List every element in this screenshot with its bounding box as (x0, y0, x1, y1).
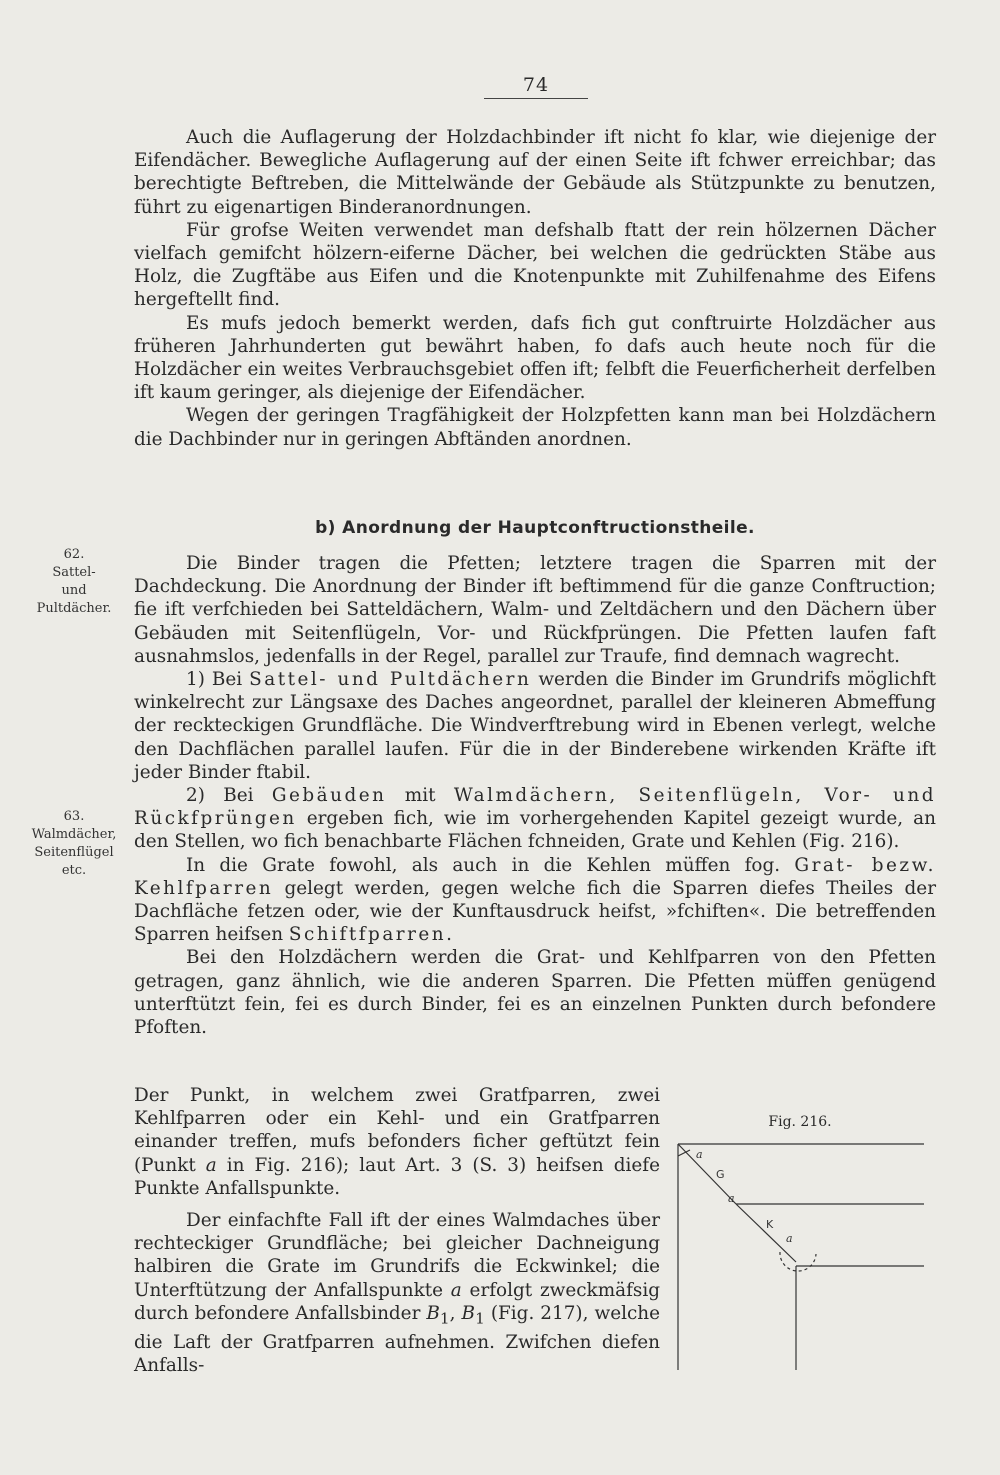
paragraph (134, 1209, 660, 1377)
paragraph (134, 1084, 660, 1200)
text-run: ergeben fich, wie im vorhergehenden Kapitel gezeigt wurde, an den Stellen, wo fich benachbarte Flächen fchneiden, Grate und Kehlen (Fig. 216). (134, 808, 936, 853)
text-run: , (449, 1302, 462, 1324)
text-run: in Fig. 216); laut Art. 3 (S. 3) heifsen diefe Punkte Anfallspunkte. (134, 1154, 660, 1199)
figure-216 (676, 1142, 926, 1372)
section-heading: b) Anordnung der Hauptconftructionstheile. (315, 518, 755, 538)
figure-caption: Fig. 216. (768, 1114, 832, 1130)
figure-label-k: K (766, 1218, 774, 1231)
margin-note-number: 63. (63, 809, 85, 824)
text-block-middle (134, 552, 936, 1039)
subscript: 1 (439, 1309, 450, 1328)
paragraph: Für grofse Weiten verwendet man defshalb ftatt der rein hölzernen Dächer vielfach gemifcht hölzern-eiferne Dächer, bei welchen die gedrückten Stäbe aus Holz, die Zugftäbe aus Eifen und die Knotenpunkte mit Zuhilfenahme des Eifens hergeftellt find. (134, 219, 936, 311)
text-run: werden die Binder im Grundrifs möglichft winkelrecht zur Längsaxe des Daches angeordnet, parallel der kleineren Abmeffung der reckteckigen Grundfläche. Die Windverftrebung wird in Ebenen verlegt, welche den Dachflächen parallel laufen. Für die in der Binderebene wirkenden Kräfte ift jeder Binder ftabil. (134, 669, 936, 783)
paragraph: Die Binder tragen die Pfetten; letztere tragen die Sparren mit der Dachdeckung. Die Anordnung der Binder ift beftimmend für die ganze Conftruction; fie ift verfchieden bei Satteldächern, Walm- und Zeltdächern und den Dächern über Gebäuden mit Seitenflügeln, Vor- und Rückfprüngen. Die Pfetten laufen faft ausnahmslos, jedenfalls in der Regel, parallel zur Traufe, find demnach wagrecht. (134, 553, 936, 667)
text-run: In die Grate fowohl, als auch in die Kehlen müffen fog. (186, 854, 795, 876)
figure-label-a: a (786, 1232, 793, 1245)
italic-letter: a (450, 1279, 462, 1301)
dashed-arc (780, 1252, 816, 1271)
text-run: Der Punkt, in welchem zwei Gratfparren, zwei Kehlfparren oder ein Kehl- und ein Gratfparren einander treffen, mufs befonders ficher geftützt fein (Punkt (134, 1085, 660, 1176)
margin-note-line: Pultdächer. (36, 601, 112, 616)
paragraph: Bei den Holzdächern werden die Grat- und Kehlfparren von den Pfetten getragen, ganz ähnlich, wie die anderen Sparren. Die Pfetten müffen genügend unterftützt fein, fei es durch Binder, fei es an einzelnen Punkten durch befondere Pfoften. (134, 947, 936, 1039)
subscript: 1 (475, 1309, 485, 1328)
text-run: erfolgt zweckmäfsig durch befondere Anfallsbinder (134, 1279, 661, 1324)
margin-note-number: 62. (63, 547, 85, 562)
spaced-term: Grat- bezw. Kehlfparren (134, 854, 936, 899)
margin-note-line: Walmdächer, (31, 827, 117, 842)
margin-note-63 (22, 808, 126, 880)
paragraph (134, 784, 936, 854)
spaced-term: Schiftfparren (288, 924, 447, 946)
spaced-term: Sattel- und Pultdächern (249, 669, 532, 691)
paragraph (134, 854, 936, 947)
paragraph: Wegen der geringen Tragfähigkeit der Holzpfetten kann man bei Holzdächern die Dachbinder nur in geringen Abftänden anordnen. (134, 405, 936, 450)
italic-letter: B (426, 1302, 440, 1324)
spaced-term: Gebäuden (271, 785, 387, 807)
italic-letter: a (205, 1154, 217, 1176)
text-run: 1) Bei (186, 669, 250, 691)
page-number: 74 (484, 74, 588, 99)
text-run: 2) Bei (186, 785, 272, 807)
margin-note-line: Sattel- (52, 565, 96, 580)
margin-note-line: und (61, 583, 87, 598)
text-run: . (446, 924, 452, 946)
margin-note-62 (22, 546, 126, 618)
text-run: Der einfachfte Fall ift der eines Walmdaches über rechteckiger Grundfläche; bei gleicher Dachneigung halbiren die Grate im Grundrifs die Eckwinkel; die Unterftützung der Anfallspunkte (134, 1210, 660, 1301)
text-run: (Fig. 217), welche die Laft der Gratfparren aufnehmen. Zwifchen diefen Anfalls- (134, 1302, 660, 1376)
italic-letter: B (461, 1302, 476, 1324)
paragraph (134, 668, 936, 784)
margin-note-line: Seitenflügel (34, 845, 114, 860)
text-block-bottom (134, 1084, 660, 1377)
paragraph: Auch die Auflagerung der Holzdachbinder ift nicht fo klar, wie diejenige der Eifendächer. Bewegliche Auflagerung auf der einen Seite ift fchwer erreichbar; das berechtigte Beftreben, die Mittelwände der Gebäude als Stützpunkte zu benutzen, führt zu eigenartigen Binderanordnungen. (134, 127, 936, 218)
text-block-top (134, 126, 936, 451)
text-run: mit (386, 785, 454, 807)
figure-label-a: a (728, 1192, 735, 1205)
figure-label-a: a (696, 1148, 703, 1161)
margin-note-line: etc. (61, 863, 87, 878)
text-run: gelegt werden, gegen welche fich die Sparren diefes Theiles der Dachfläche fetzen oder, wie der Kunftausdruck heifst, »fchiften«. Die betreffenden Sparren heifsen (134, 877, 936, 946)
paragraph: Es mufs jedoch bemerkt werden, dafs fich gut conftruirte Holzdächer aus früheren Jahrhunderten gut bewährt haben, fo dafs auch heute noch für die Holzdächer ein weites Verbrauchsgebiet offen ift; felbft die Feuerficherheit derfelben ift kaum geringer, als diejenige der Eifendächer. (134, 312, 936, 404)
figure-label-g: G (716, 1168, 725, 1181)
spaced-term: Walmdächern, Seitenflügeln, Vor- und Rückfprüngen (134, 785, 936, 830)
